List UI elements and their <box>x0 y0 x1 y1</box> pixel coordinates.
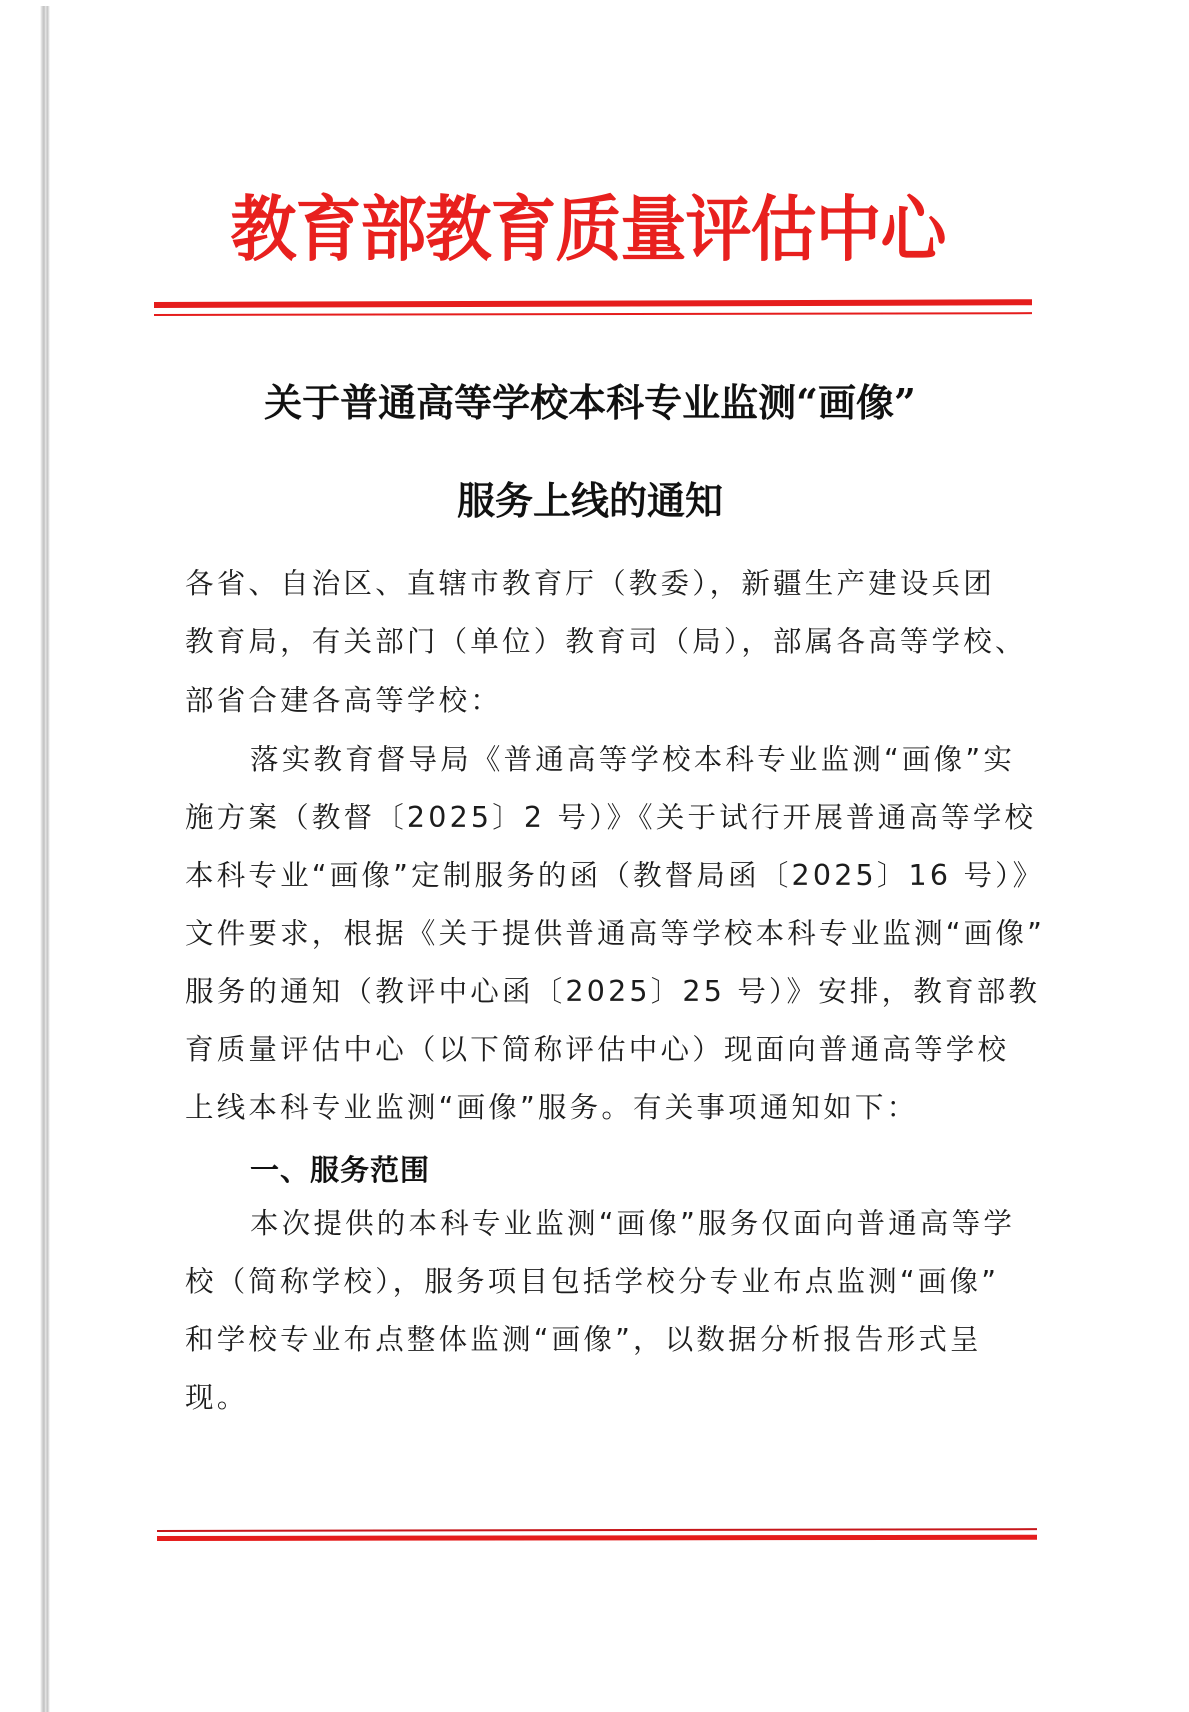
intro-paragraph-line-4: 文件要求，根据《关于提供普通高等学校本科专业监测“画像” <box>185 917 1046 950</box>
section-paragraph-line-1: 本次提供的本科专业监测“画像”服务仅面向普通高等学 <box>250 1207 1016 1240</box>
footer-rule-thick <box>157 1535 1037 1541</box>
salutation-line-1: 各省、自治区、直辖市教育厅（教委），新疆生产建设兵团 <box>185 567 995 600</box>
document-title-line-1: 关于普通高等学校本科专业监测“画像” <box>264 380 916 425</box>
document-title-line-2: 服务上线的通知 <box>456 478 723 523</box>
section-paragraph-line-2: 校（简称学校），服务项目包括学校分专业布点监测“画像” <box>185 1265 1000 1298</box>
section-paragraph-line-4: 现。 <box>185 1381 249 1414</box>
issuer-masthead: 教育部教育质量评估中心 <box>230 187 946 272</box>
section-heading-service-scope: 一、服务范围 <box>250 1153 431 1187</box>
intro-paragraph-line-3: 本科专业“画像”定制服务的函（教督局函〔2025〕16 号）》 <box>185 859 1045 892</box>
intro-paragraph-line-2: 施方案（教督〔2025〕2 号）》《关于试行开展普通高等学校 <box>185 801 1037 834</box>
intro-paragraph-line-1: 落实教育督导局《普通高等学校本科专业监测“画像”实 <box>250 743 1016 776</box>
masthead-rule-thick <box>154 299 1032 308</box>
scan-edge-strip <box>40 6 50 1712</box>
salutation-line-2: 教育局，有关部门（单位）教育司（局），部属各高等学校、 <box>185 625 1027 658</box>
masthead-rule-thin <box>154 312 1032 316</box>
intro-paragraph-line-5: 服务的通知（教评中心函〔2025〕25 号）》安排，教育部教 <box>185 975 1041 1008</box>
intro-paragraph-line-6: 育质量评估中心（以下简称评估中心）现面向普通高等学校 <box>185 1033 1010 1066</box>
footer-rule-thin <box>157 1528 1037 1532</box>
salutation-line-3: 部省合建各高等学校： <box>185 684 503 717</box>
intro-paragraph-line-7: 上线本科专业监测“画像”服务。有关事项通知如下： <box>185 1091 919 1124</box>
section-paragraph-line-3: 和学校专业布点整体监测“画像”，以数据分析报告形式呈 <box>185 1323 982 1356</box>
